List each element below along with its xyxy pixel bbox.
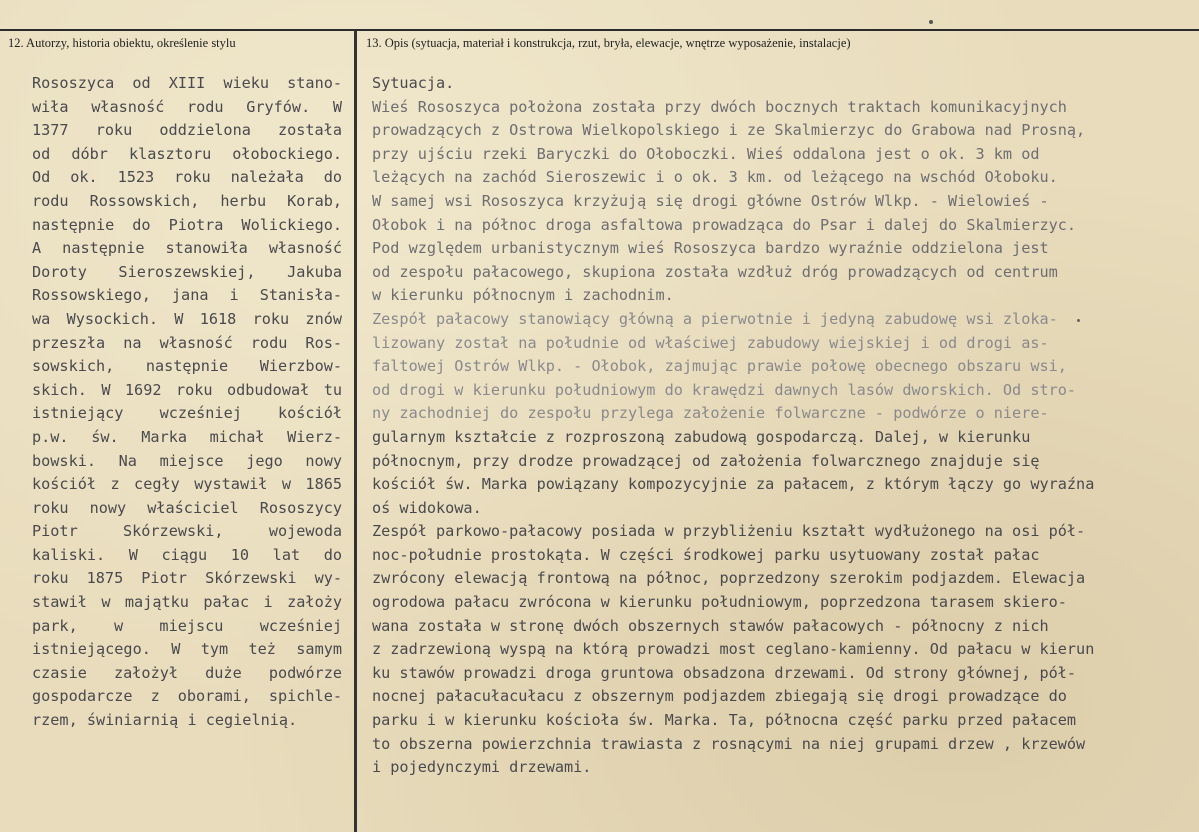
history-text-line: Rososzyca od XIII wieku stano-	[32, 74, 342, 92]
history-text-line: kościół z cegły wystawił w 1865	[32, 475, 342, 494]
history-text-line: rodu Rossowskich, herbu Korab,	[32, 191, 342, 210]
history-text-line: następnie do Piotra Wolickiego.	[32, 215, 342, 234]
description-text-line: i pojedynczymi drzewami.	[372, 758, 592, 777]
column-divider	[354, 30, 357, 832]
history-text-line: Od ok. 1523 roku należała do	[32, 168, 342, 187]
history-text-line: istniejący wcześniej kościół	[32, 404, 342, 423]
description-text-line: od zespołu pałacowego, skupiona została wzdłuż dróg prowadzących od centrum	[372, 262, 1058, 281]
history-text-line: istniejącego. W tym też samym	[32, 640, 342, 659]
history-text-line: roku nowy właściciel Rososzycy	[32, 498, 342, 517]
description-text-line: ny zachodniej do zespołu przylega założenie folwarczne - podwórze o niere-	[372, 404, 1049, 423]
history-text-line: przeszła na własność rodu Ros-	[32, 333, 342, 352]
description-text-line: gularnym kształcie z rozproszoną zabudową gospodarczą. Dalej, w kierunku	[372, 427, 1031, 446]
description-text-column	[372, 72, 1162, 780]
history-text-line: bowski. Na miejsce jego nowy	[32, 451, 342, 470]
description-text-line: Zespół parkowo-pałacowy posiada w przybliżeniu kształt wydłużonego na osi pół-	[372, 522, 1086, 541]
history-text-line: Piotr Skórzewski, wojewoda	[32, 522, 342, 541]
history-text-line: skich. W 1692 roku odbudował tu	[32, 380, 342, 399]
history-text-line: p.w. św. Marka michał Wierz-	[32, 427, 342, 446]
description-text-line: leżących na zachód Sieroszewic i o ok. 3 km. od leżącego na wschód Ołoboku.	[372, 168, 1058, 187]
history-text-line: park, w miejscu wcześniej	[32, 616, 342, 635]
description-text-line: przy ujściu rzeki Baryczki do Ołoboczki. Wieś oddalona jest o ok. 3 km od	[372, 144, 1040, 163]
description-text-line: z zadrzewioną wyspą na którą prowadzi most ceglano-kamienny. Od pałacu w kierun	[372, 640, 1095, 659]
description-text-line: zwrócony elewacją frontową na północ, poprzedzony szerokim podjazdem. Elewacja	[372, 569, 1086, 588]
description-text-line: nocnej pałacułacułacu z obszernym podjazdem zbiegają się drogi prowadzące do	[372, 687, 1067, 706]
history-text-line: czasie założył duże podwórze	[32, 663, 342, 682]
description-text-line: Pod względem urbanistycznym wieś Rososzyca bardzo wyraźnie oddzielona jest	[372, 239, 1049, 258]
history-text-line: gospodarcze z oborami, spichle-	[32, 687, 342, 706]
history-text-line: Rossowskiego, jana i Stanisła-	[32, 286, 342, 305]
description-text-line: W samej wsi Rososzyca krzyżują się drogi główne Ostrów Wlkp. - Wielowieś -	[372, 191, 1049, 210]
description-text-line: kościół św. Marka powiązany kompozycyjnie za pałacem, z którym łączy go wyraźna	[372, 475, 1095, 494]
history-text-line: wiła własność rodu Gryfów. W	[32, 97, 342, 116]
description-text-line: od drogi w kierunku południowym do krawędzi dawnych lasów dworskich. Od stro-	[372, 380, 1077, 399]
history-text-column	[32, 72, 342, 733]
history-text-line: roku 1875 Piotr Skórzewski wy-	[32, 569, 342, 588]
description-text-line: parku i w kierunku kościoła św. Marka. Ta, północna część parku przed pałacem	[372, 711, 1077, 730]
description-text-line: noc-południe prostokąta. W części środkowej parku usytuowany został pałac	[372, 545, 1040, 564]
top-rule	[0, 29, 1199, 31]
section-12-heading: 12. Autorzy, historia obiektu, określenie stylu	[8, 36, 236, 50]
history-text-line: stawił w majątku pałac i założy	[32, 593, 342, 612]
description-text-line: wana została w stronę dwóch obszernych stawów pałacowych - północny z nich	[372, 616, 1049, 635]
description-text-line: Sytuacja.	[372, 74, 455, 92]
history-text-line: 1377 roku oddzielona została	[32, 121, 342, 140]
description-text-line: faltowej Ostrów Wlkp. - Ołobok, zajmując prawie połowę obecnego obszaru wsi,	[372, 357, 1067, 376]
description-text-line: północnym, przy drodze prowadzącej od założenia folwarcznego znajduje się	[372, 451, 1040, 470]
description-text-line: oś widokowa.	[372, 498, 482, 517]
description-text-line: lizowany został na południe od właściwej zabudowy wiejskiej i od drogi as-	[372, 333, 1049, 352]
description-text-line: Zespół pałacowy stanowiący główną a pierwotnie i jedyną zabudowę wsi zloka-	[372, 309, 1058, 328]
history-text-line: od dóbr klasztoru ołobockiego.	[32, 144, 342, 163]
history-text-line: wa Wysockich. W 1618 roku znów	[32, 309, 342, 328]
description-text-line: ogrodowa pałacu zwrócona w kierunku południowym, poprzedzona tarasem skiero-	[372, 593, 1067, 612]
description-text-line: w kierunku północnym i zachodnim.	[372, 286, 674, 305]
section-13-heading: 13. Opis (sytuacja, materiał i konstrukcja, rzut, bryła, elewacje, wnętrze wyposażenie, instalacje)	[366, 36, 851, 50]
history-text-line: rzem, świniarnią i cegielnią.	[32, 711, 298, 730]
history-text-line: Doroty Sieroszewskiej, Jakuba	[32, 262, 342, 281]
description-text-line: to obszerna powierzchnia trawiasta z rosnącymi na niej grupami drzew , krzewów	[372, 734, 1086, 753]
description-text-line: Ołobok i na północ droga asfaltowa prowadząca do Psar i dalej do Skalmierzyc.	[372, 215, 1077, 234]
ink-spot	[929, 20, 933, 24]
history-text-line: kaliski. W ciągu 10 lat do	[32, 545, 342, 564]
description-text-line: prowadzących z Ostrowa Wielkopolskiego i ze Skalmierzyc do Grabowa nad Prosną,	[372, 121, 1086, 140]
description-text-line: Wieś Rososzyca położona została przy dwóch bocznych traktach komunikacyjnych	[372, 97, 1067, 116]
description-text-line: ku stawów prowadzi droga gruntowa obsadzona drzewami. Od strony głównej, pół-	[372, 663, 1077, 682]
history-text-line: A następnie stanowiła własność	[32, 239, 342, 258]
history-text-line: sowskich, następnie Wierzbow-	[32, 357, 342, 376]
